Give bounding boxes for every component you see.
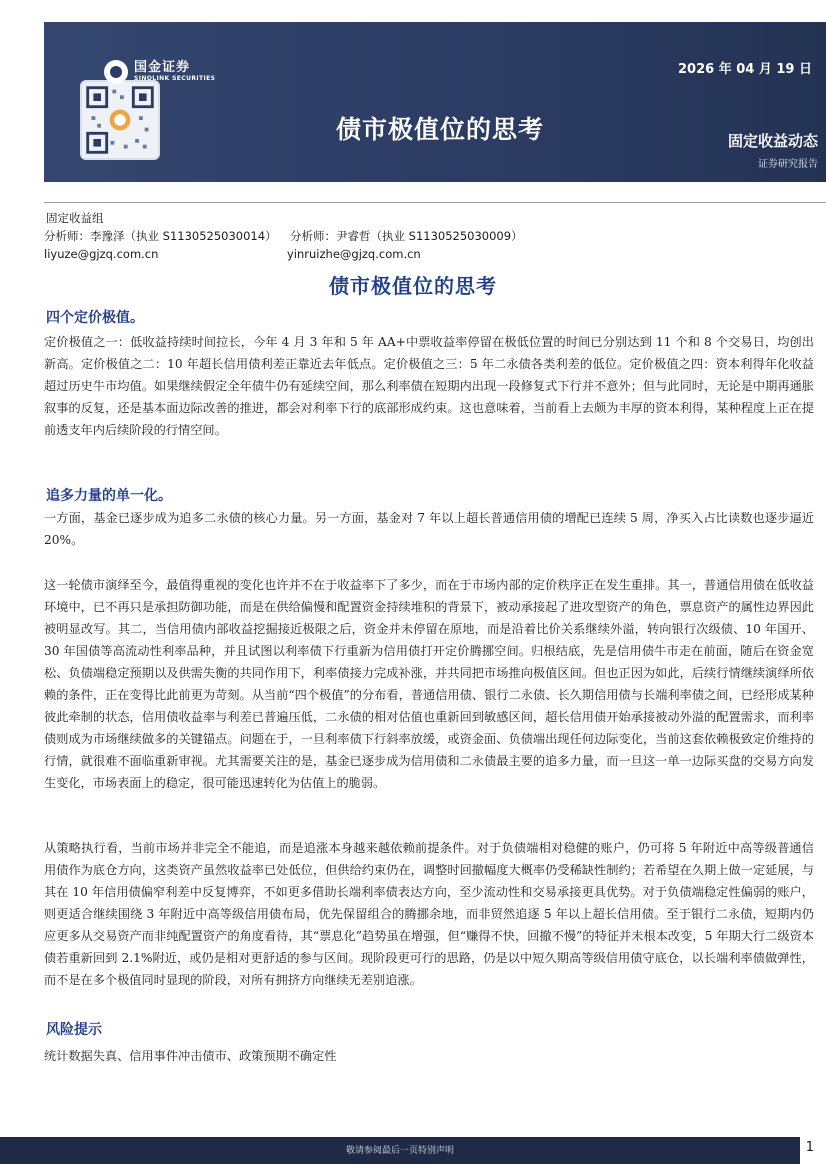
report-subtype: 证券研究报告 [758, 159, 818, 170]
footer-disclaimer: 敬请参阅最后一页特别声明 [345, 1146, 454, 1156]
section-heading: 追多力量的单一化。 [46, 488, 172, 504]
report-header [44, 22, 826, 182]
team-name: 固定收益组 [46, 211, 104, 225]
logo-mark-icon [104, 60, 128, 84]
analyst-2-email[interactable]: yinruizhe@gjzq.com.cn [287, 247, 421, 261]
paragraph: 统计数据失真、信用事件冲击债市、政策预期不确定性 [44, 1049, 337, 1063]
report-date: 2026 年 04 月 19 日 [678, 62, 812, 77]
header-title: 债市极值位的思考 [336, 115, 545, 144]
page-number: 1 [805, 1140, 814, 1155]
report-type: 固定收益动态 [727, 132, 818, 150]
qr-code-icon [80, 80, 160, 160]
paragraph: 从策略执行看，当前市场并非完全不能追，而是追涨本身越来越依赖前提条件。对于负债端相对稳健的账户，仍可将 5 年附近中高等级普通信用债作为底仓方向，这类资产虽然收益率已处低位，但供给约束仍在，调整时回撤幅度大概率仍受稀缺性制约；若希望在久期上做一定延展，与其在 10 年信用债偏窄利差中反复博弈，不如更多借助长端利率债表达方向，至少流动性和交易承接更具优势。对于负债端稳定性偏弱的账户，则更适合继续围绕 3 年附近中高等级信用债布局，优先保留组合的腾挪余地，而非贸然追逐 5 年以上超长信用债。至于银行二永债，短期内仍应更多从交易资产而非纯配置资产的角度看待，其“票息化”趋势虽在增强，但“赚得不快，回撤不慢”的特征并未根本改变，5 年期大行二级资本债若重新回到 2.1%附近，或仍是相对更舒适的参与区间。现阶段更可行的思路，仍是以中短久期高等级信用债守底仓，以长端利率债做弹性，而不是在多个极值同时显现的阶段，对所有拥挤方向继续无差别追涨。 [44, 841, 814, 987]
paragraph: 一方面，基金已逐步成为追多二永债的核心力量。另一方面，基金对 7 年以上超长普通信用债的增配已连续 5 周，净买入占比读数也逐步逼近 20%。 [44, 511, 814, 547]
analyst-2: 分析师：尹睿哲（执业 S1130525030009） [290, 229, 523, 243]
document-title: 债市极值位的思考 [329, 274, 497, 298]
footer-bar [0, 1137, 800, 1164]
logo-name-en: SINOLINK SECURITIES [134, 75, 216, 82]
company-logo [104, 60, 215, 84]
paragraph: 这一轮债市演绎至今，最值得重视的变化也许并不在于收益率下了多少，而在于市场内部的定价秩序正在发生重排。其一，普通信用债在低收益环境中，已不再只是承担防御功能，而是在供给偏慢和配置资金持续堆积的背景下，被动承接起了进攻型资产的角色，票息资产的属性边界因此被明显改写。其二，当信用债内部收益挖掘接近极限之后，资金并未停留在原地，而是沿着比价关系继续外溢，转向银行次级债、10 年国开、30 年国债等高流动性利率品种，并且试图以利率债下行重新为信用债打开定价腾挪空间。归根结底，先是信用债牛市走在前面，随后在资金宽松、负债端稳定预期以及供需失衡的共同作用下，利率债接力完成补涨，并共同把市场推向极值区间。但也正因为如此，后续行情继续演绎所依赖的条件，正在变得比此前更为苛刻。从当前“四个极值”的分布看，普通信用债、银行二永债、长久期信用债与长端利率债之间，已经形成某种彼此牵制的状态，信用债收益率与利差已普遍压低，二永债的相对估值也重新回到敏感区间，超长信用债开始承接被动外溢的配置需求，而利率债则成为市场继续做多的关键锚点。问题在于，一旦利率债下行斜率放缓，或资金面、负债端出现任何边际变化，当前这套依赖极致定价维持的行情，就很难不面临重新审视。尤其需要关注的是，基金已逐步成为信用债和二永债最主要的追多力量，而一旦这一单一边际买盘的交易方向发生变化，市场表面上的稳定，很可能迅速转化为估值上的脆弱。 [44, 578, 814, 790]
header-divider [44, 202, 826, 203]
logo-name-cn: 国金证券 [134, 60, 191, 75]
paragraph: 定价极值之一：低收益持续时间拉长，今年 4 月 3 年和 5 年 AA+中票收益率停留在极低位置的时间已分别达到 11 个和 8 个交易日，均创出新高。定价极值之二：10 年超长信用债利差正靠近去年低点。定价极值之三：5 年二永债各类利差的低位。定价极值之四：资本利得年化收益超过历史牛市均值。如果继续假定全年债牛仍有延续空间，那么利率债在短期内出现一段修复式下行并不意外；但与此同时，无论是中期再通胀叙事的反复，还是基本面边际改善的推进，都会对利率下行的底部形成约束。这也意味着，当前看上去颇为丰厚的资本利得，某种程度上正在提前透支年内后续阶段的行情空间。 [44, 335, 814, 437]
analyst-1: 分析师：李豫泽（执业 S1130525030014） [44, 229, 277, 243]
analyst-1-email[interactable]: liyuze@gjzq.com.cn [44, 247, 159, 261]
section-heading: 风险提示 [46, 1022, 102, 1038]
section-heading: 四个定价极值。 [46, 310, 144, 326]
header-background [44, 22, 826, 182]
